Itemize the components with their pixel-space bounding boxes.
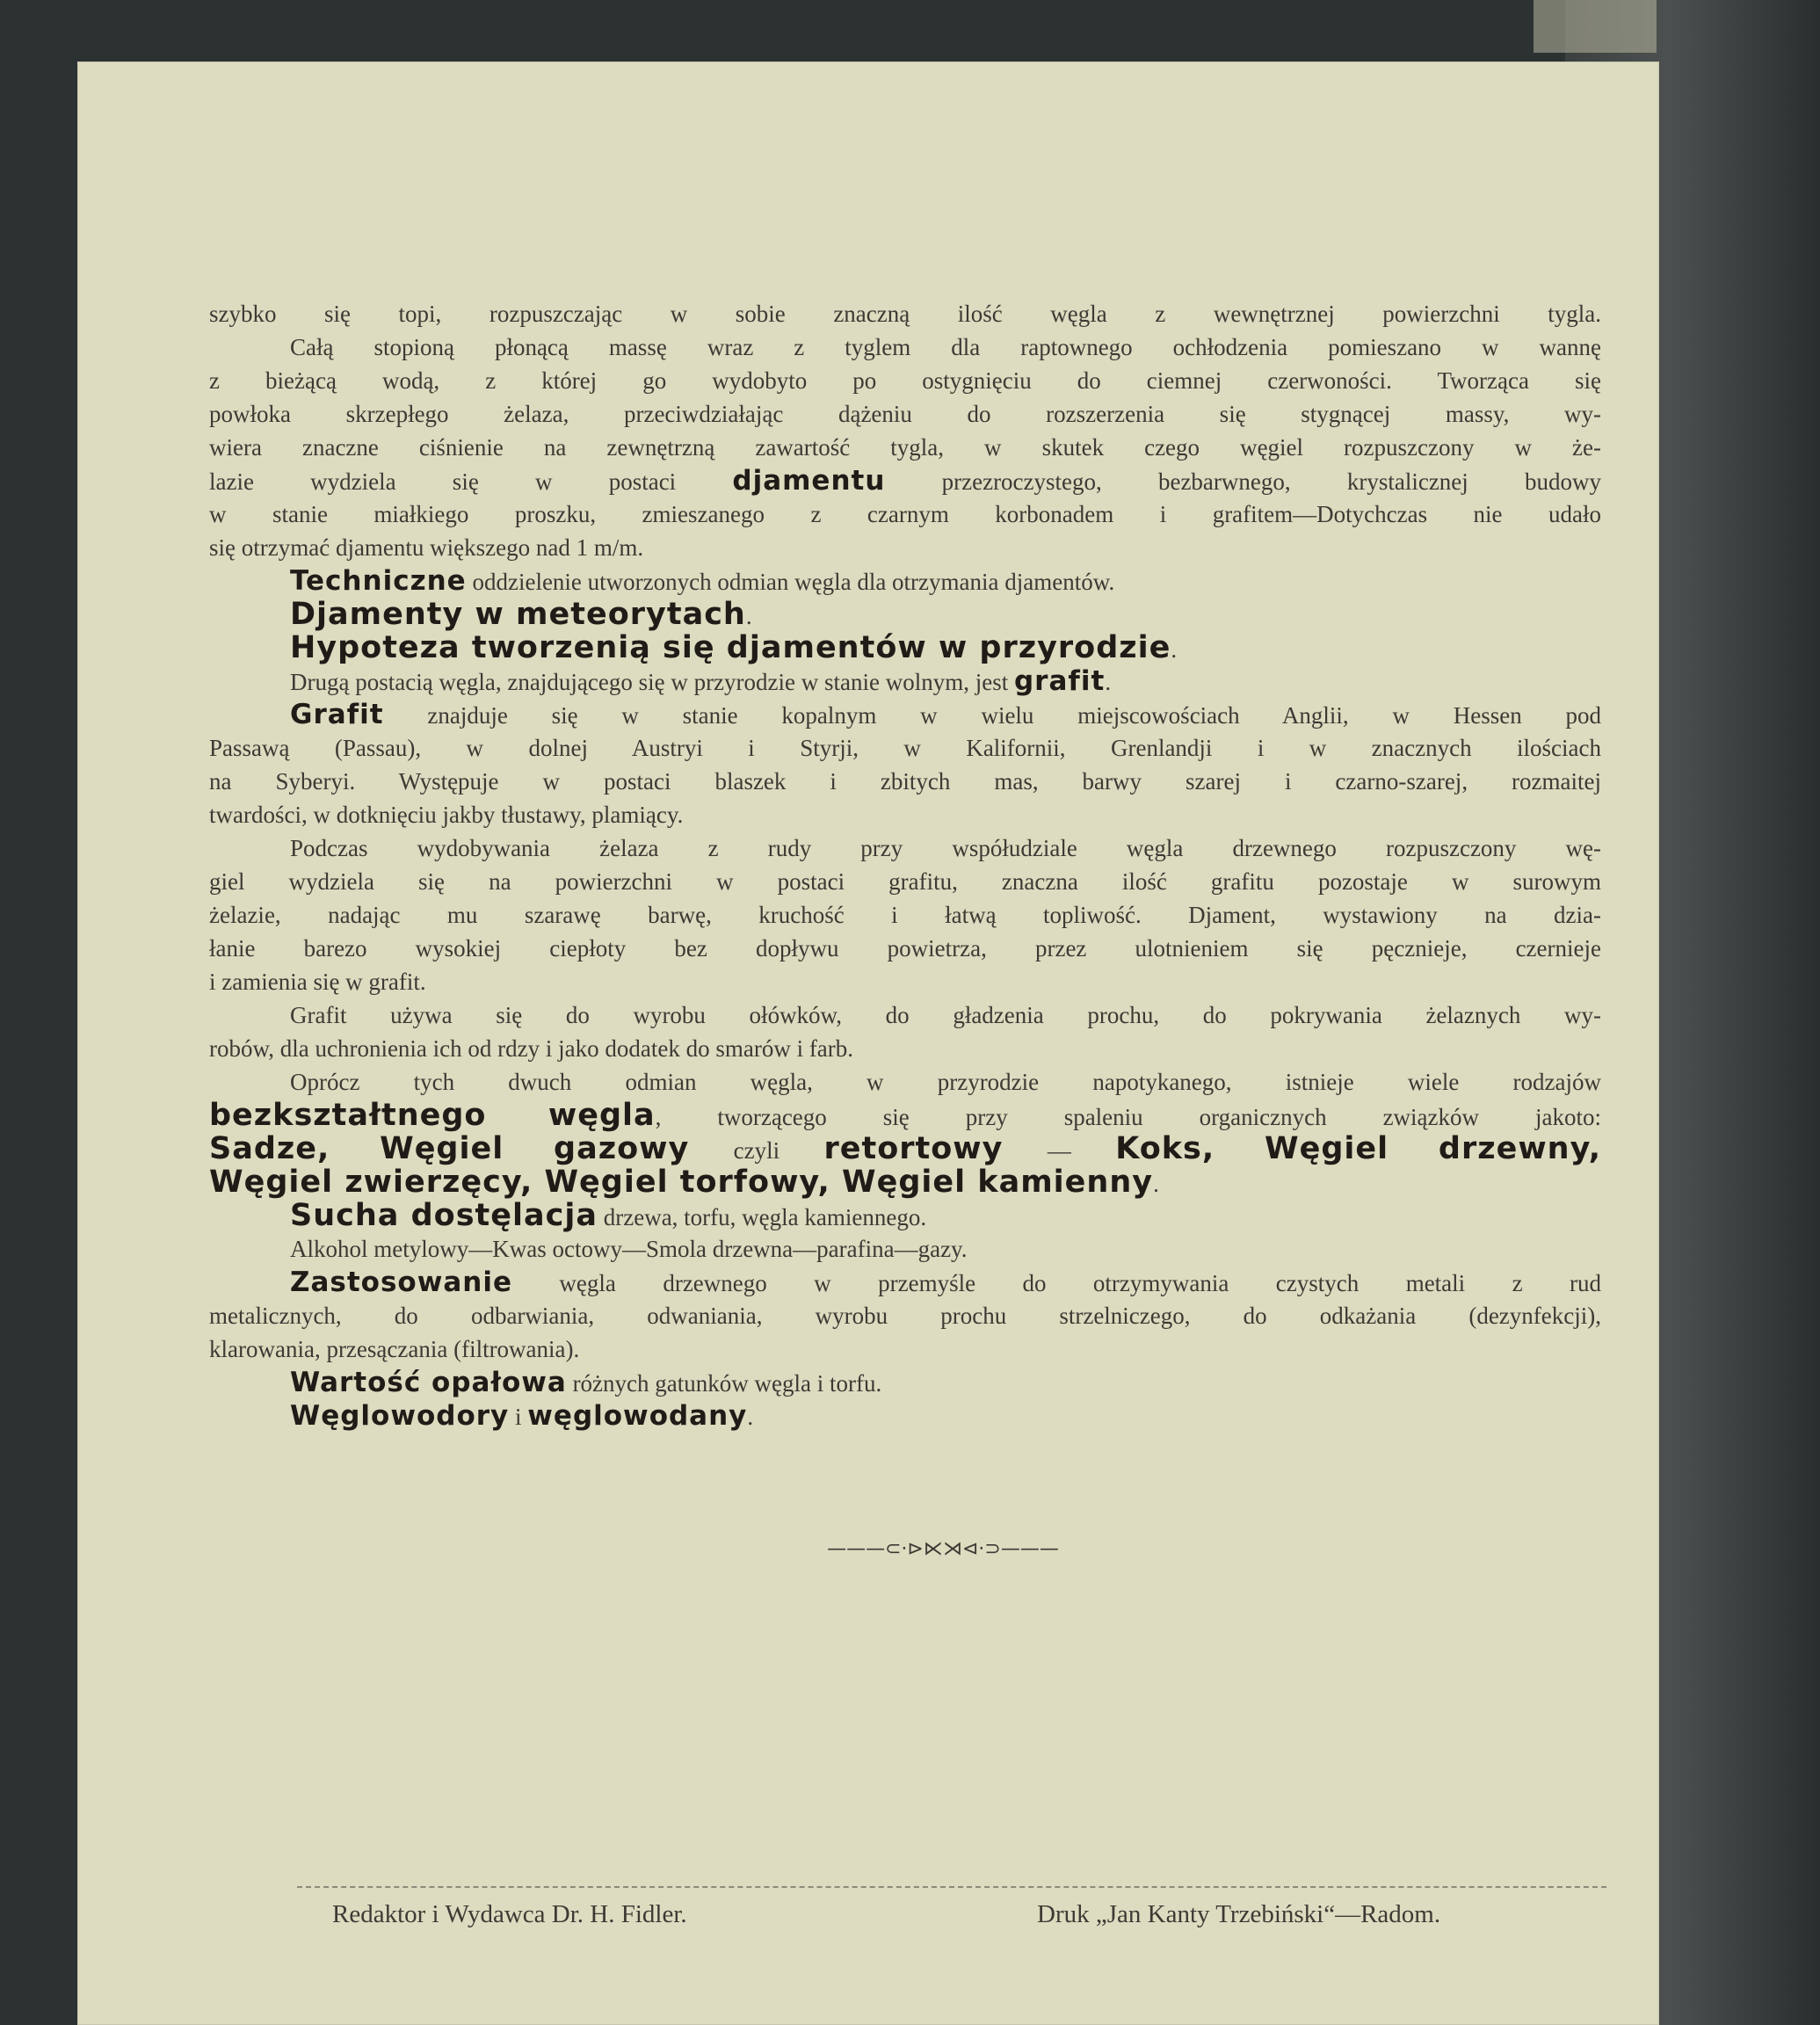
text-line (209, 1032, 1601, 1065)
text-line (209, 698, 1601, 731)
text-line (209, 397, 1601, 431)
text-line (209, 431, 1601, 464)
ornament-divider: ———⊂⋅⊳⋉⋊⊲⋅⊃——— (827, 1538, 1059, 1560)
text-line (209, 998, 1601, 1032)
text-line (209, 1099, 1601, 1132)
text-run: znajduje się w stanie kopalnym w wielu miejscowościach Anglii, w Hessen pod (383, 702, 1601, 729)
text-run: się otrzymać djamentu większego nad 1 m/m. (209, 534, 644, 561)
footer-editor: Redaktor i Wydawca Dr. H. Fidler. (332, 1900, 687, 1928)
heading-weglowodory: Węglowodory (290, 1400, 510, 1432)
heading-techniczne: Techniczne (290, 565, 467, 597)
text-run: drzewa, torfu, węgla kamiennego. (597, 1204, 927, 1230)
text-line (209, 598, 1601, 631)
text-run: i (509, 1404, 528, 1430)
text-run: . (747, 1404, 754, 1430)
text-line (209, 1366, 1601, 1399)
text-line (209, 765, 1601, 798)
text-run: z bieżącą wodą, z której go wydobyto po ostygnięciu do ciemnej czerwoności. Tworząca się (209, 367, 1601, 394)
text-line (209, 1266, 1601, 1299)
text-run: Passawą (Passau), w dolnej Austryi i Styrji, w Kalifornii, Grenlandji i w znacznych ilościach (209, 735, 1601, 761)
heading-bezksztaltnego: bezkształtnego węgla (209, 1099, 656, 1132)
text-line (209, 798, 1601, 831)
text-run: metalicznych, do odbarwiania, odwaniania, wyrobu prochu strzelniczego, do odkażania (dezynfekcji), (209, 1303, 1601, 1329)
text-line (209, 297, 1601, 330)
text-run: w stanie miałkiego proszku, zmieszanego z czarnym korbonadem i grafitem—Dotychczas nie udało (209, 501, 1601, 527)
text-line (209, 1399, 1601, 1433)
text-run: szybko się topi, rozpuszczając w sobie znaczną ilość węgla z wewnętrznej powierzchni tygla. (209, 301, 1601, 327)
text-run: żelazie, nadając mu szarawę barwę, kruchość i łatwą topliwość. Djament, wystawiony na dzia- (209, 902, 1601, 928)
text-line (209, 364, 1601, 397)
text-run: czyli (689, 1137, 824, 1164)
text-run: . (1105, 669, 1112, 695)
text-line (209, 965, 1601, 998)
text-run: robów, dla uchronienia ich od rdzy i jako dodatek do smarów i farb. (209, 1035, 854, 1062)
heading-hypoteza: Hypoteza tworzenią się djamentów w przyrodzie (290, 631, 1171, 664)
text-run: Całą stopioną płonącą massę wraz z tyglem dla raptownego ochłodzenia pomieszano w wannę (290, 334, 1601, 360)
text-line (209, 664, 1601, 698)
text-run: Podczas wydobywania żelaza z rudy przy współudziale węgla drzewnego rozpuszczony wę- (290, 835, 1601, 861)
text-run: . (1171, 636, 1178, 663)
text-run: . (1153, 1171, 1159, 1197)
text-line (209, 464, 1601, 497)
text-run: różnych gatunków węgla i torfu. (566, 1370, 882, 1397)
heading-sucha-dostelacja: Sucha dostęlacja (290, 1199, 598, 1232)
heading-wegiel-zwierzecy: Węgiel zwierzęcy, Węgiel torfowy, Węgiel kamienny (209, 1165, 1154, 1199)
text-run: Oprócz tych dwuch odmian węgla, w przyrodzie napotykanego, istnieje wiele rodzajów (290, 1069, 1601, 1095)
text-line (209, 531, 1601, 564)
text-run: i zamienia się w grafit. (209, 969, 426, 995)
body-text (209, 297, 1601, 1433)
text-run: wiera znaczne ciśnienie na zewnętrzną zawartość tygla, w skutek czego węgiel rozpuszczony w że- (209, 434, 1601, 461)
text-line (209, 932, 1601, 965)
text-run: Drugą postacią węgla, znajdującego się w przyrodzie w stanie wolnym, jest (290, 669, 1014, 695)
text-run: przezroczystego, bezbarwnego, krystalicznej budowy (885, 468, 1601, 495)
heading-koks: Koks, Węgiel drzewny, (1115, 1132, 1601, 1165)
text-run: Grafit używa się do wyrobu ołówków, do gładzenia prochu, do pokrywania żelaznych wy- (290, 1002, 1601, 1028)
heading-weglowodany: węglowodany (527, 1400, 748, 1432)
footer-printer: Druk „Jan Kanty Trzebiński“—Radom. (1037, 1900, 1441, 1928)
footer-rule (297, 1886, 1606, 1888)
text-line (209, 1299, 1601, 1332)
keyword-djamentu: djamentu (732, 465, 886, 497)
text-line (209, 497, 1601, 531)
text-line (209, 898, 1601, 932)
text-line (209, 865, 1601, 898)
text-run: twardości, w dotknięciu jakby tłustawy, plamiący. (209, 802, 684, 828)
text-run: powłoka skrzepłego żelaza, przeciwdziałając dążeniu do rozszerzenia się stygnącej massy, wy- (209, 401, 1601, 427)
next-page-edge (1534, 0, 1657, 53)
text-run: giel wydziela się na powierzchni w postaci grafitu, znaczna ilość grafitu pozostaje w surowym (209, 868, 1601, 895)
text-run: . (745, 603, 752, 629)
text-line (209, 731, 1601, 765)
heading-wartosc-opalowa: Wartość opałowa (290, 1367, 567, 1398)
text-line (209, 330, 1601, 364)
heading-sadze: Sadze, Węgiel gazowy (209, 1132, 690, 1165)
text-run: — (1003, 1137, 1116, 1164)
text-run: na Syberyi. Występuje w postaci blaszek i zbitych mas, barwy szarej i czarno-szarej, rozmaitej (209, 768, 1601, 795)
text-line (209, 564, 1601, 598)
heading-retortowy: retortowy (823, 1132, 1004, 1165)
text-line (209, 1065, 1601, 1099)
heading-grafit: Grafit (290, 699, 384, 730)
text-run: , tworzącego się przy spaleniu organicznych związków jakoto: (655, 1104, 1601, 1130)
keyword-grafit: grafit (1013, 665, 1106, 697)
text-run: lazie wydziela się w postaci (209, 468, 733, 495)
text-line (209, 1132, 1601, 1165)
text-line (209, 631, 1601, 664)
text-line (209, 1199, 1601, 1232)
text-line (209, 831, 1601, 865)
text-run: łanie barezo wysokiej ciepłoty bez dopływu powietrza, przez ulotnieniem się pęcznieje, czernieje (209, 935, 1601, 962)
text-run: węgla drzewnego w przemyśle do otrzymywania czystych metali z rud (512, 1270, 1601, 1296)
text-line (209, 1232, 1601, 1266)
text-run: Alkohol metylowy—Kwas octowy—Smola drzewna—parafina—gazy. (290, 1236, 968, 1262)
text-run: klarowania, przesączania (filtrowania). (209, 1336, 580, 1362)
heading-djamenty: Djamenty w meteorytach (290, 598, 746, 631)
heading-zastosowanie: Zastosowanie (290, 1267, 512, 1298)
text-run: oddzielenie utworzonych odmian węgla dla otrzymania djamentów. (466, 569, 1115, 595)
text-line (209, 1332, 1601, 1366)
text-line (209, 1165, 1601, 1199)
